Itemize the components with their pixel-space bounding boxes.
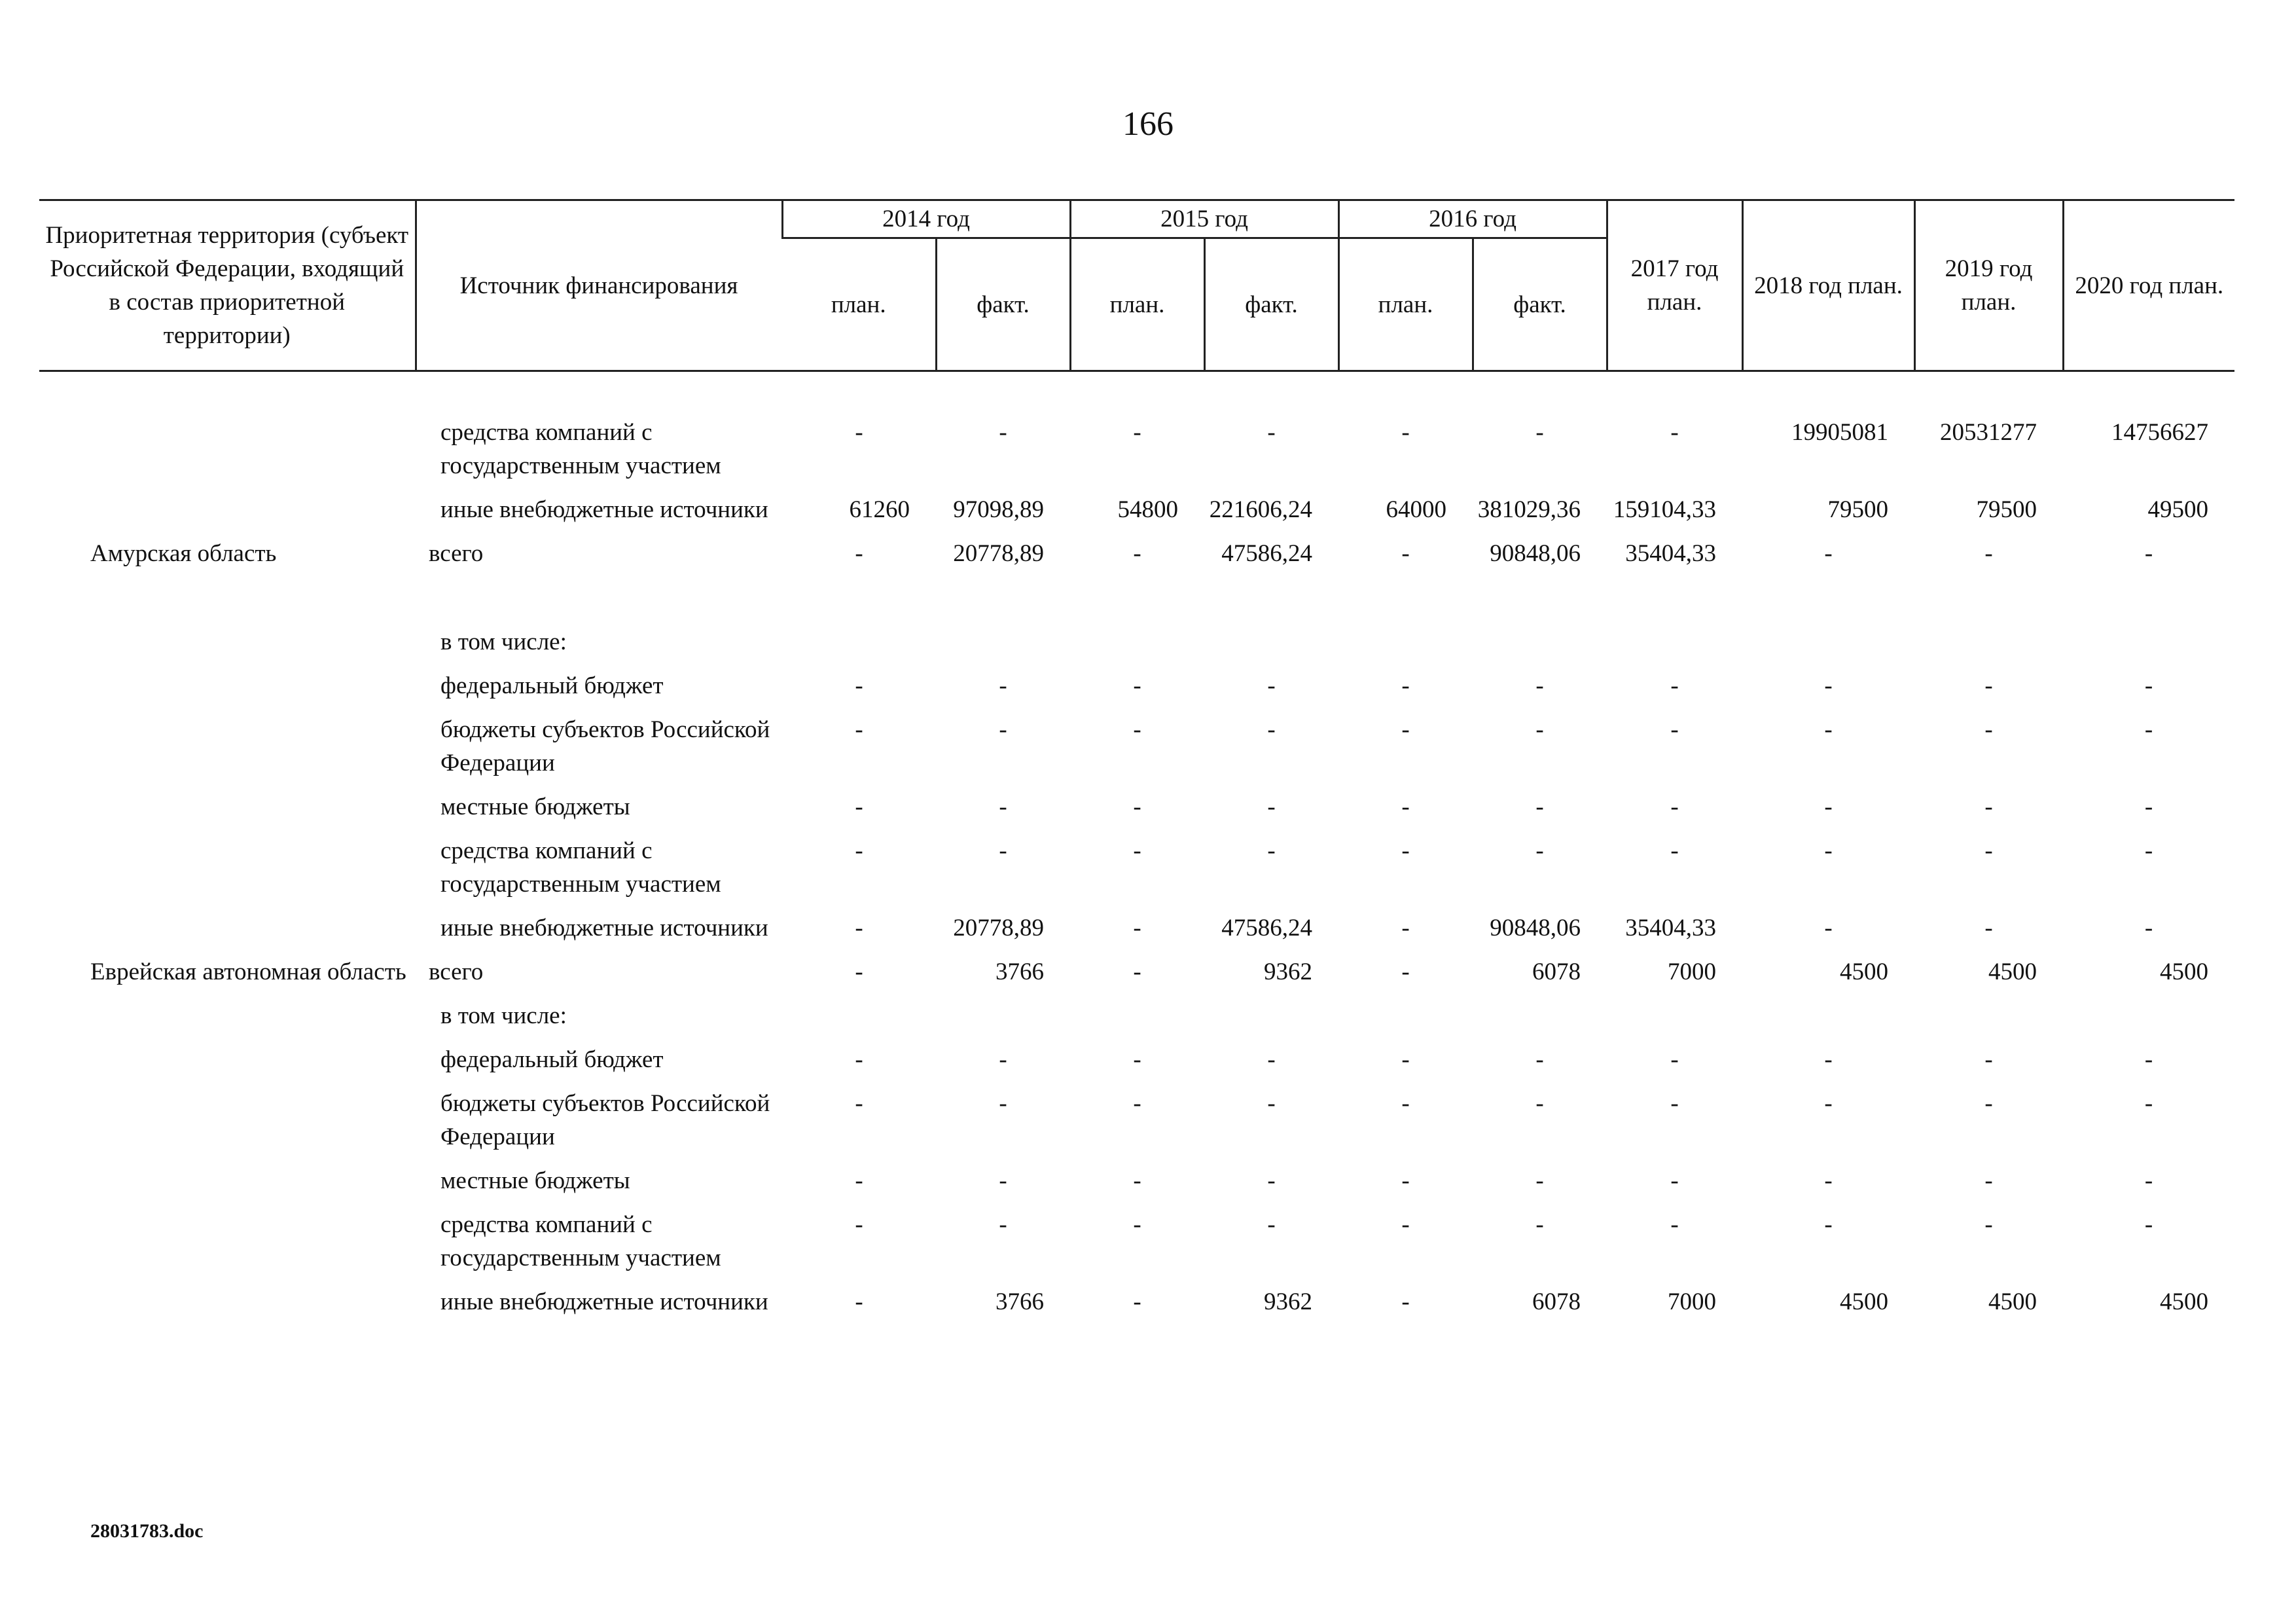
value-cell: -: [1535, 1211, 1544, 1238]
value-cell: [2063, 997, 2234, 1041]
value-cell: -: [999, 793, 1007, 820]
value-cell: -: [1401, 540, 1410, 567]
value-cell: -: [1267, 1167, 1276, 1194]
value-cell: -: [1133, 1288, 1141, 1315]
value-cell: 90848,06: [1490, 915, 1581, 941]
value-cell: 49500: [2147, 496, 2209, 523]
value-cell: 159104,33: [1613, 496, 1717, 523]
value-cell: -: [2144, 540, 2153, 567]
value-cell: -: [855, 958, 863, 985]
value-cell: 20531277: [1940, 419, 2037, 446]
table-row: [39, 491, 2234, 535]
value-cell: 35404,33: [1625, 540, 1717, 567]
value-cell: [1070, 623, 1204, 667]
value-cell: -: [1824, 1090, 1833, 1117]
value-cell: [1607, 623, 1742, 667]
source-cell: местные бюджеты: [440, 1167, 630, 1194]
value-cell: [1607, 997, 1742, 1041]
value-cell: 20778,89: [953, 915, 1045, 941]
territory-cell: [39, 788, 416, 832]
source-cell: в том числе:: [440, 1002, 567, 1029]
header-year-2015: 2015 год: [1070, 200, 1338, 238]
value-cell: -: [1401, 958, 1410, 985]
value-cell: [1742, 623, 1914, 667]
value-cell: -: [1824, 716, 1833, 743]
header-year-2019: 2019 год план.: [1914, 200, 2063, 371]
source-cell: средства компаний с государственным участием: [440, 1211, 721, 1271]
value-cell: 64000: [1386, 496, 1447, 523]
territory-cell: [39, 491, 416, 535]
territory-cell: [39, 623, 416, 667]
value-cell: -: [1984, 540, 1993, 567]
value-cell: -: [1267, 1090, 1276, 1117]
value-cell: 14756627: [2111, 419, 2209, 446]
table-row: [39, 788, 2234, 832]
value-cell: -: [1133, 1046, 1141, 1073]
value-cell: -: [855, 716, 863, 743]
value-cell: 6078: [1532, 958, 1581, 985]
value-cell: -: [999, 1090, 1007, 1117]
value-cell: [1338, 997, 1473, 1041]
table-row: [39, 997, 2234, 1041]
value-cell: [1742, 997, 1914, 1041]
value-cell: -: [999, 419, 1007, 446]
value-cell: -: [2144, 915, 2153, 941]
territory-cell: [39, 997, 416, 1041]
value-cell: -: [999, 1211, 1007, 1238]
table-row: [39, 1283, 2234, 1327]
table-row: [39, 1085, 2234, 1162]
value-cell: [936, 997, 1070, 1041]
value-cell: -: [2144, 1167, 2153, 1194]
value-cell: 79500: [1976, 496, 2037, 523]
value-cell: -: [855, 793, 863, 820]
source-cell: всего: [429, 958, 484, 985]
value-cell: -: [1401, 915, 1410, 941]
value-cell: 4500: [1988, 958, 2037, 985]
value-cell: 54800: [1117, 496, 1179, 523]
value-cell: -: [1984, 915, 1993, 941]
value-cell: -: [1267, 716, 1276, 743]
value-cell: -: [1133, 915, 1141, 941]
value-cell: -: [1984, 837, 1993, 864]
value-cell: 4500: [1988, 1288, 2037, 1315]
territory-cell: [39, 1162, 416, 1206]
value-cell: -: [1133, 716, 1141, 743]
value-cell: -: [2144, 1046, 2153, 1073]
value-cell: -: [2144, 716, 2153, 743]
header-year-2018: 2018 год план.: [1742, 200, 1914, 371]
value-cell: -: [1824, 1046, 1833, 1073]
value-cell: -: [1267, 672, 1276, 699]
value-cell: [1204, 997, 1338, 1041]
value-cell: -: [855, 1211, 863, 1238]
header-2014-fact: факт.: [936, 238, 1070, 371]
value-cell: -: [1670, 1211, 1679, 1238]
value-cell: -: [999, 1046, 1007, 1073]
value-cell: [1473, 623, 1607, 667]
value-cell: 47586,24: [1221, 915, 1313, 941]
source-cell: иные внебюджетные источники: [440, 1288, 768, 1315]
value-cell: -: [1133, 419, 1141, 446]
table-row: [39, 414, 2234, 491]
footer-document-code: 28031783.doc: [90, 1520, 204, 1542]
value-cell: -: [1824, 1167, 1833, 1194]
value-cell: 79500: [1827, 496, 1889, 523]
value-cell: -: [855, 915, 863, 941]
value-cell: -: [2144, 1090, 2153, 1117]
value-cell: 3766: [996, 958, 1045, 985]
value-cell: -: [2144, 1211, 2153, 1238]
header-2016-plan: план.: [1338, 238, 1473, 371]
value-cell: -: [1535, 672, 1544, 699]
territory-cell: [39, 711, 416, 788]
header-year-2014: 2014 год: [782, 200, 1070, 238]
value-cell: 4500: [2160, 958, 2209, 985]
value-cell: -: [1267, 419, 1276, 446]
value-cell: -: [1670, 837, 1679, 864]
value-cell: -: [1401, 1090, 1410, 1117]
territory-cell: [39, 1085, 416, 1162]
value-cell: -: [1133, 540, 1141, 567]
table-row: [39, 711, 2234, 788]
value-cell: [782, 623, 936, 667]
value-cell: 47586,24: [1221, 540, 1313, 567]
source-cell: бюджеты субъектов Российской Федерации: [440, 716, 770, 776]
value-cell: -: [999, 672, 1007, 699]
value-cell: [936, 623, 1070, 667]
value-cell: -: [1670, 716, 1679, 743]
value-cell: -: [1824, 837, 1833, 864]
table-row: [39, 1162, 2234, 1206]
value-cell: [1204, 623, 1338, 667]
value-cell: 221606,24: [1209, 496, 1313, 523]
table-row: [39, 832, 2234, 909]
value-cell: [1070, 997, 1204, 1041]
value-cell: -: [2144, 793, 2153, 820]
header-2015-plan: план.: [1070, 238, 1204, 371]
value-cell: -: [1401, 419, 1410, 446]
territory-cell: [39, 1206, 416, 1283]
source-cell: иные внебюджетные источники: [440, 496, 768, 523]
source-cell: иные внебюджетные источники: [440, 915, 768, 941]
value-cell: 9362: [1264, 958, 1313, 985]
value-cell: -: [1984, 1167, 1993, 1194]
value-cell: -: [1670, 1090, 1679, 1117]
header-year-2016: 2016 год: [1338, 200, 1607, 238]
value-cell: -: [1535, 419, 1544, 446]
value-cell: 7000: [1668, 1288, 1717, 1315]
value-cell: [1473, 997, 1607, 1041]
financing-table: [39, 199, 2234, 1327]
value-cell: -: [1267, 1211, 1276, 1238]
source-cell: средства компаний с государственным участием: [440, 837, 721, 898]
value-cell: -: [1824, 915, 1833, 941]
header-2016-fact: факт.: [1473, 238, 1607, 371]
header-source: Источник финансирования: [416, 200, 782, 371]
value-cell: -: [855, 419, 863, 446]
header-year-2020: 2020 год план.: [2063, 200, 2234, 371]
value-cell: -: [1535, 1046, 1544, 1073]
table-row: [39, 1041, 2234, 1085]
value-cell: -: [1984, 1211, 1993, 1238]
value-cell: -: [1133, 958, 1141, 985]
value-cell: 4500: [1840, 958, 1889, 985]
territory-cell: [39, 832, 416, 909]
territory-cell: Амурская область: [90, 540, 277, 567]
value-cell: 4500: [2160, 1288, 2209, 1315]
value-cell: 3766: [996, 1288, 1045, 1315]
value-cell: -: [1401, 1167, 1410, 1194]
value-cell: -: [1984, 1046, 1993, 1073]
value-cell: -: [1133, 1167, 1141, 1194]
territory-cell: Еврейская автономная область: [90, 958, 406, 985]
header-territory: Приоритетная территория (субъект Российской Федерации, входящий в состав приоритетной территории): [39, 200, 416, 371]
header-2015-fact: факт.: [1204, 238, 1338, 371]
territory-cell: [39, 1283, 416, 1327]
value-cell: -: [1670, 419, 1679, 446]
value-cell: -: [1401, 716, 1410, 743]
value-cell: -: [1535, 793, 1544, 820]
value-cell: -: [1133, 793, 1141, 820]
value-cell: -: [1670, 1046, 1679, 1073]
territory-cell: [39, 667, 416, 711]
value-cell: -: [999, 837, 1007, 864]
value-cell: -: [1670, 1167, 1679, 1194]
value-cell: 61260: [849, 496, 910, 523]
value-cell: -: [1401, 837, 1410, 864]
table-row: [39, 909, 2234, 953]
value-cell: -: [1133, 1211, 1141, 1238]
value-cell: [782, 997, 936, 1041]
territory-cell: [39, 414, 416, 491]
value-cell: -: [1535, 1167, 1544, 1194]
value-cell: -: [1133, 837, 1141, 864]
table-row: [39, 535, 2234, 579]
value-cell: -: [1401, 1046, 1410, 1073]
value-cell: -: [855, 1288, 863, 1315]
value-cell: -: [1984, 716, 1993, 743]
value-cell: -: [1535, 716, 1544, 743]
value-cell: -: [2144, 837, 2153, 864]
value-cell: -: [1984, 1090, 1993, 1117]
value-cell: -: [2144, 672, 2153, 699]
source-cell: местные бюджеты: [440, 793, 630, 820]
page-number: 166: [1122, 105, 1174, 143]
value-cell: -: [855, 1046, 863, 1073]
value-cell: 35404,33: [1625, 915, 1717, 941]
territory-cell: [39, 909, 416, 953]
value-cell: 4500: [1840, 1288, 1889, 1315]
value-cell: -: [1984, 793, 1993, 820]
value-cell: -: [1535, 1090, 1544, 1117]
header-2014-plan: план.: [782, 238, 936, 371]
value-cell: -: [1267, 837, 1276, 864]
value-cell: -: [1670, 672, 1679, 699]
value-cell: -: [1133, 672, 1141, 699]
value-cell: -: [1824, 1211, 1833, 1238]
value-cell: 7000: [1668, 958, 1717, 985]
value-cell: -: [1535, 837, 1544, 864]
table-header: [39, 200, 2234, 371]
value-cell: 19905081: [1791, 419, 1889, 446]
value-cell: -: [999, 716, 1007, 743]
value-cell: -: [855, 1090, 863, 1117]
source-cell: средства компаний с государственным участием: [440, 419, 721, 479]
table-row: [39, 623, 2234, 667]
value-cell: -: [855, 837, 863, 864]
value-cell: -: [1401, 1288, 1410, 1315]
value-cell: -: [1824, 540, 1833, 567]
value-cell: [1914, 623, 2063, 667]
value-cell: 20778,89: [953, 540, 1045, 567]
value-cell: [1338, 623, 1473, 667]
value-cell: -: [1824, 793, 1833, 820]
value-cell: -: [1267, 1046, 1276, 1073]
row-spacer: [39, 579, 2234, 623]
value-cell: 381029,36: [1477, 496, 1581, 523]
value-cell: -: [1984, 672, 1993, 699]
territory-cell: [39, 1041, 416, 1085]
value-cell: [1914, 997, 2063, 1041]
value-cell: -: [855, 672, 863, 699]
value-cell: -: [1267, 793, 1276, 820]
source-cell: всего: [429, 540, 484, 567]
source-cell: федеральный бюджет: [440, 1046, 664, 1073]
table-row: [39, 1206, 2234, 1283]
header-year-2017: 2017 год план.: [1607, 200, 1742, 371]
table-row: [39, 667, 2234, 711]
table-row: [39, 953, 2234, 997]
value-cell: -: [855, 540, 863, 567]
value-cell: -: [1133, 1090, 1141, 1117]
value-cell: -: [1824, 672, 1833, 699]
value-cell: -: [855, 1167, 863, 1194]
source-cell: бюджеты субъектов Российской Федерации: [440, 1090, 770, 1150]
value-cell: -: [1401, 793, 1410, 820]
value-cell: 9362: [1264, 1288, 1313, 1315]
source-cell: в том числе:: [440, 629, 567, 655]
value-cell: -: [999, 1167, 1007, 1194]
value-cell: 6078: [1532, 1288, 1581, 1315]
value-cell: [2063, 623, 2234, 667]
value-cell: 90848,06: [1490, 540, 1581, 567]
value-cell: -: [1401, 672, 1410, 699]
source-cell: федеральный бюджет: [440, 672, 664, 699]
value-cell: -: [1401, 1211, 1410, 1238]
value-cell: -: [1670, 793, 1679, 820]
table-body: [39, 371, 2234, 1328]
value-cell: 97098,89: [953, 496, 1045, 523]
